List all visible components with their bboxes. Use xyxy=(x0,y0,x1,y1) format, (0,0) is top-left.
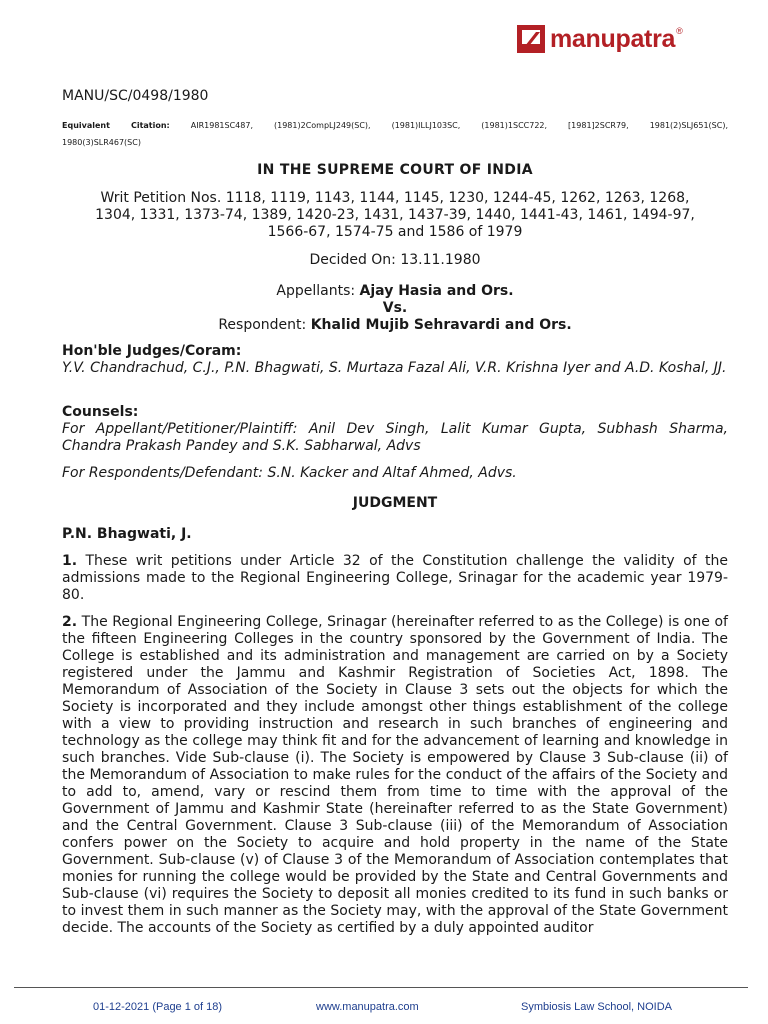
writ-line: 1304, 1331, 1373-74, 1389, 1420-23, 1431, 1437-39, 1440, 1441-43, 1461, 1494-97, xyxy=(95,207,695,223)
citations-list-line2: 1980(3)SLR467(SC) xyxy=(62,138,141,147)
counsel-appellant: For Appellant/Petitioner/Plaintiff: Anil Dev Singh, Lalit Kumar Gupta, Subhash Sharma, Chandra Prakash Pandey and S.K. Sabharwal, Advs xyxy=(62,421,728,454)
counsel-respondent: For Respondents/Defendant: S.N. Kacker and Altaf Ahmed, Advs. xyxy=(62,465,517,481)
respondent-label: Respondent: xyxy=(218,317,307,333)
registered-mark: ® xyxy=(676,26,683,36)
brand-name: manupatra xyxy=(550,24,676,53)
citation-label-equivalent: Equivalent xyxy=(62,121,110,130)
manu-citation-id: MANU/SC/0498/1980 xyxy=(62,88,209,104)
writ-line: 1566-67, 1574-75 and 1586 of 1979 xyxy=(267,224,523,240)
paragraph-text: These writ petitions under Article 32 of the Constitution challenge the validity of the admissions made to the Regional Engineering College, Srinagar for the academic year 1979-80. xyxy=(62,553,728,603)
manupatra-logo-icon xyxy=(516,24,546,54)
footer-website-link[interactable]: www.manupatra.com xyxy=(316,1001,419,1013)
versus-text: Vs. xyxy=(382,300,408,316)
citations-list-line1: AIR1981SC487, (1981)2CompLJ249(SC), (1981)ILLJ103SC, (1981)1SCC722, [1981]2SCR79, 1981(2)SLJ651(SC), xyxy=(190,121,729,130)
footer-date-page: 01-12-2021 (Page 1 of 18) xyxy=(93,1001,223,1013)
court-name: IN THE SUPREME COURT OF INDIA xyxy=(257,162,533,178)
paragraph-text: The Regional Engineering College, Srinagar (hereinafter referred to as the College) is one of the fifteen Engineering Colleges in the country sponsored by the Government of India. The College is established and its administration and management are carried on by a Society registered under the Jammu and Kashmir Registration of Societies Act, 1898. The Memorandum of Association of the Society in Clause 3 sets out the objects for which the Society is incorporated and they include amongst other things establishment of the college with a view to providing instruction and research in such branches of engineering and technology as the college may think fit and for the advancement of learning and knowledge in such branches. Vide Sub-clause (i). The Society is empowered by Clause 3 Sub-clause (ii) of the Memorandum of Association to make rules for the conduct of the affairs of the Society and to add to, amend, vary or rescind them from time to time with the approval of the Government of Jammu and Kashmir State (hereinafter referred to as the State Government) and the Central Government. Clause 3 Sub-clause (iii) of the Memorandum of Association confers power on the Society to acquire and hold property in the name of the State Government. Sub-clause (v) of Clause 3 of the Memorandum of Association contemplates that monies for running the college would be provided by the State and Central Governments and Sub-clause (vi) requires the Society to deposit all monies credited to its fund in such banks or to invest them in such manner as the Society may, with the approval of the State Government decide. The accounts of the Society as certified by a duly appointed auditor xyxy=(62,614,728,936)
coram-heading: Hon'ble Judges/Coram: xyxy=(62,343,242,359)
footer-divider xyxy=(14,987,748,988)
paragraph-1 xyxy=(62,553,728,604)
equivalent-citations xyxy=(62,117,728,134)
parties xyxy=(62,283,728,334)
writ-line: Writ Petition Nos. 1118, 1119, 1143, 1144, 1145, 1230, 1244-45, 1262, 1263, 1268, xyxy=(100,190,690,206)
judgment-heading: JUDGMENT xyxy=(352,495,438,511)
paragraph-2 xyxy=(62,614,728,937)
appellants-line xyxy=(62,283,728,300)
paragraph-number: 1. xyxy=(62,553,78,569)
coram-judges: Y.V. Chandrachud, C.J., P.N. Bhagwati, S. Murtaza Fazal Ali, V.R. Krishna Iyer and A.D. Koshal, JJ. xyxy=(62,360,727,376)
citation-label-citation: Citation: xyxy=(130,121,170,130)
paragraph-number: 2. xyxy=(62,614,78,630)
footer-institution: Symbiosis Law School, NOIDA xyxy=(521,1001,672,1013)
writ-petition-numbers xyxy=(62,190,728,241)
versus xyxy=(62,300,728,317)
respondent-line xyxy=(62,317,728,334)
appellants-name: Ajay Hasia and Ors. xyxy=(359,283,514,299)
respondent-name: Khalid Mujib Sehravardi and Ors. xyxy=(310,317,572,333)
judgment-author: P.N. Bhagwati, J. xyxy=(62,526,192,542)
decided-date: Decided On: 13.11.1980 xyxy=(309,252,481,268)
appellants-label: Appellants: xyxy=(276,283,356,299)
counsels-heading: Counsels: xyxy=(62,404,139,420)
manupatra-logo xyxy=(516,24,710,54)
